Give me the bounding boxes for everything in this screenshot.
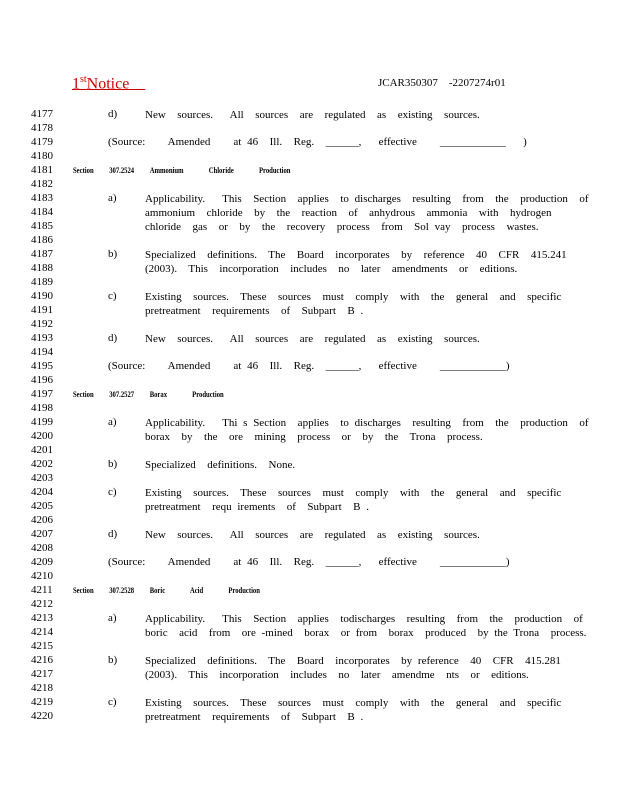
line-number: 4180: [31, 150, 53, 162]
subsection-text: [145, 528, 545, 542]
line-number: 4220: [31, 710, 53, 722]
section-heading: [73, 165, 306, 175]
subsection-label: d): [108, 332, 118, 344]
subsection-text: [145, 290, 562, 318]
subsection-text: [145, 612, 587, 640]
text-line: (2003). This incorporation includes no later amendments or editions.: [145, 263, 518, 275]
line-number: 4218: [31, 682, 53, 694]
subsection-text: [145, 486, 562, 514]
line-number: 4211: [31, 584, 53, 596]
line-number: 4212: [31, 598, 53, 610]
text-line: Applicability. This Section applies todischarges resulting from the production of: [145, 613, 583, 625]
subsection-text: [145, 332, 545, 346]
line-number: 4191: [31, 304, 53, 316]
subsection-text: [145, 192, 589, 234]
line-number: 4205: [31, 500, 53, 512]
section-heading-part: Boric Acid Production: [149, 585, 260, 595]
section-heading-part: Section: [73, 165, 94, 175]
text-line: pretreatment requirements of Subpart B .: [145, 305, 364, 317]
subsection-label: c): [108, 696, 117, 708]
text-line: Existing sources. These sources must comply with the general and specific: [145, 487, 562, 499]
line-number: 4203: [31, 472, 53, 484]
line-number: 4196: [31, 374, 53, 386]
subsection-label: c): [108, 486, 117, 498]
line-number: 4184: [31, 206, 53, 218]
line-number: 4194: [31, 346, 53, 358]
line-number: 4210: [31, 570, 53, 582]
line-number: 4206: [31, 514, 53, 526]
line-number: 4193: [31, 332, 53, 344]
line-number: 4188: [31, 262, 53, 274]
line-number: 4183: [31, 192, 53, 204]
line-number: 4195: [31, 360, 53, 372]
text-line: Applicability. Thi s Section applies to discharges resulting from the production of: [145, 417, 589, 429]
subsection-label: b): [108, 458, 118, 470]
line-number: 4181: [31, 164, 53, 176]
subsection-text: [145, 108, 545, 122]
line-number: 4185: [31, 220, 53, 232]
line-number: 4204: [31, 486, 53, 498]
text-line: pretreatment requirements of Subpart B .: [145, 711, 364, 723]
subsection-label: c): [108, 290, 117, 302]
line-number: 4178: [31, 122, 53, 134]
subsection-text: [145, 416, 589, 444]
subsection-label: d): [108, 108, 118, 120]
source-note: (Source: Amended at 46 Ill. Reg. ______, effective ____________): [108, 360, 510, 372]
line-number: 4216: [31, 654, 53, 666]
line-number: 4192: [31, 318, 53, 330]
line-number: 4213: [31, 612, 53, 624]
subsection-label: a): [108, 192, 117, 204]
section-heading-part: Borax Production: [149, 389, 224, 399]
text-line: borax by the ore mining process or by the Trona process.: [145, 431, 483, 443]
text-line: New sources. All sources are regulated as existing sources.: [145, 529, 480, 541]
text-line: Specialized definitions. The Board incorporates by reference 40 CFR 415.241: [145, 249, 567, 261]
line-number: 4214: [31, 626, 53, 638]
line-number: 4200: [31, 430, 53, 442]
text-line: pretreatment requ irements of Subpart B .: [145, 501, 369, 513]
line-number: 4179: [31, 136, 53, 148]
line-number: 4177: [31, 108, 53, 120]
document-id: JCAR350307 -2207274r01: [378, 77, 506, 89]
text-line: chloride gas or by the recovery process from Sol vay process wastes.: [145, 221, 539, 233]
text-line: Existing sources. These sources must comply with the general and specific: [145, 697, 562, 709]
line-number: 4209: [31, 556, 53, 568]
subsection-text: [145, 696, 562, 724]
line-number: 4197: [31, 388, 53, 400]
line-number: 4187: [31, 248, 53, 260]
line-number: 4207: [31, 528, 53, 540]
section-heading: [73, 389, 239, 399]
subsection-text: [145, 248, 567, 276]
line-number: 4208: [31, 542, 53, 554]
source-note: (Source: Amended at 46 Ill. Reg. ______, effective ____________ ): [108, 136, 527, 148]
text-line: Applicability. This Section applies to discharges resulting from the production of: [145, 193, 589, 205]
section-heading-part: Ammonium Chloride Production: [149, 165, 291, 175]
section-heading-part: Section: [73, 389, 94, 399]
text-line: Specialized definitions. None.: [145, 459, 296, 471]
subsection-text: [145, 654, 561, 682]
first-notice-label: 1stNotice: [72, 74, 130, 93]
line-number: 4186: [31, 234, 53, 246]
text-line: Existing sources. These sources must comply with the general and specific: [145, 291, 562, 303]
text-line: New sources. All sources are regulated as existing sources.: [145, 333, 480, 345]
subsection-label: b): [108, 248, 118, 260]
section-heading-part: 307.2528: [109, 585, 135, 595]
subsection-label: d): [108, 528, 118, 540]
line-number: 4219: [31, 696, 53, 708]
subsection-label: b): [108, 654, 118, 666]
line-number: 4189: [31, 276, 53, 288]
text-line: Specialized definitions. The Board incorporates by reference 40 CFR 415.281: [145, 655, 561, 667]
line-number: 4198: [31, 402, 53, 414]
source-note: (Source: Amended at 46 Ill. Reg. ______, effective ____________): [108, 556, 510, 568]
section-heading-part: Section: [73, 585, 94, 595]
text-line: New sources. All sources are regulated as existing sources.: [145, 109, 480, 121]
subsection-text: [145, 458, 545, 472]
line-number: 4199: [31, 416, 53, 428]
subsection-label: a): [108, 612, 117, 624]
line-number: 4190: [31, 290, 53, 302]
text-line: (2003). This incorporation includes no later amendme nts or editions.: [145, 669, 529, 681]
line-number: 4215: [31, 640, 53, 652]
line-number: 4182: [31, 178, 53, 190]
section-heading-part: 307.2527: [109, 389, 135, 399]
text-line: ammonium chloride by the reaction of anhydrous ammonia with hydrogen: [145, 207, 552, 219]
section-heading-part: 307.2524: [109, 165, 135, 175]
text-line: boric acid from ore -mined borax or from borax produced by the Trona process.: [145, 627, 587, 639]
subsection-label: a): [108, 416, 117, 428]
line-number: 4201: [31, 444, 53, 456]
line-number: 4217: [31, 668, 53, 680]
line-number: 4202: [31, 458, 53, 470]
section-heading: [73, 585, 276, 595]
page-header: [72, 74, 552, 94]
